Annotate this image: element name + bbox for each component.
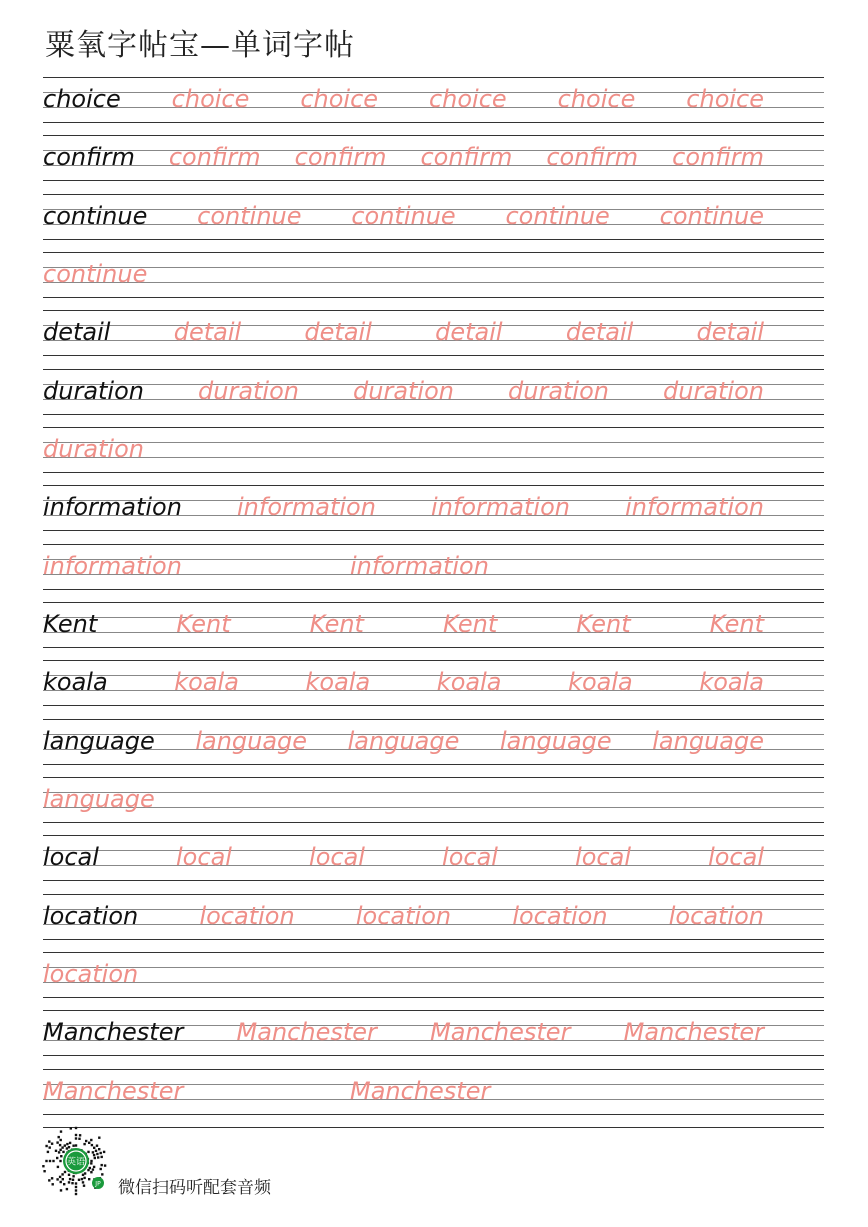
practice-row bbox=[43, 194, 824, 252]
word-line bbox=[43, 837, 824, 877]
trace-word: information bbox=[237, 493, 376, 522]
practice-row bbox=[43, 77, 824, 135]
guide-line bbox=[43, 544, 824, 545]
trace-word: location bbox=[355, 901, 452, 930]
trace-word: detail bbox=[565, 318, 634, 347]
trace-word: information bbox=[350, 551, 489, 580]
trace-word: continue bbox=[43, 259, 148, 288]
trace-word: language bbox=[43, 784, 155, 813]
trace-word: Manchester bbox=[623, 1018, 764, 1047]
trace-word: local bbox=[442, 843, 498, 872]
word-line bbox=[43, 371, 824, 411]
model-word: language bbox=[43, 726, 155, 755]
guide-line bbox=[43, 1010, 824, 1011]
trace-word: confirm bbox=[420, 143, 513, 172]
word-line bbox=[43, 1012, 824, 1052]
trace-word: local bbox=[575, 843, 631, 872]
guide-line bbox=[43, 1069, 824, 1070]
practice-row bbox=[43, 369, 824, 427]
trace-word: local bbox=[309, 843, 365, 872]
practice-row bbox=[43, 602, 824, 660]
trace-word: detail bbox=[435, 318, 503, 347]
guide-line bbox=[43, 122, 824, 123]
word-line bbox=[43, 721, 824, 761]
guide-line bbox=[43, 369, 824, 370]
model-word: detail bbox=[43, 318, 111, 347]
practice-row bbox=[43, 485, 824, 543]
qr-code-graphic bbox=[40, 1125, 112, 1197]
word-line bbox=[43, 604, 824, 644]
trace-word: Manchester bbox=[43, 1076, 184, 1105]
trace-word: confirm bbox=[672, 143, 764, 172]
guide-line bbox=[43, 589, 824, 590]
model-word: choice bbox=[43, 85, 121, 113]
practice-row bbox=[43, 835, 824, 893]
qr-code-icon[interactable] bbox=[40, 1125, 112, 1197]
trace-word: language bbox=[347, 726, 460, 755]
trace-word: local bbox=[708, 843, 764, 872]
practice-row bbox=[43, 252, 824, 310]
trace-word: duration bbox=[663, 376, 764, 405]
guide-line bbox=[43, 602, 824, 603]
trace-word: information bbox=[43, 551, 182, 580]
guide-line bbox=[43, 894, 824, 895]
practice-row bbox=[43, 660, 824, 718]
trace-word: Manchester bbox=[430, 1018, 571, 1047]
trace-word: Manchester bbox=[350, 1076, 491, 1105]
model-word: confirm bbox=[43, 143, 135, 172]
trace-word: confirm bbox=[294, 143, 387, 172]
model-word: information bbox=[43, 493, 182, 522]
practice-row bbox=[43, 894, 824, 952]
trace-word: duration bbox=[353, 376, 454, 405]
model-word: duration bbox=[43, 376, 144, 405]
trace-word: Kent bbox=[709, 609, 764, 638]
word-line bbox=[43, 312, 824, 352]
page-title: 粟氧字帖宝—单词字帖 bbox=[45, 28, 355, 63]
guide-line bbox=[43, 660, 824, 661]
trace-word: continue bbox=[505, 201, 610, 230]
guide-line bbox=[43, 777, 824, 778]
guide-line bbox=[43, 822, 824, 823]
word-line bbox=[43, 779, 824, 819]
trace-word: confirm bbox=[546, 143, 639, 172]
guide-line bbox=[43, 997, 824, 998]
guide-line bbox=[43, 1114, 824, 1115]
trace-word: koala bbox=[305, 668, 371, 697]
guide-line bbox=[43, 647, 824, 648]
guide-line bbox=[43, 427, 824, 428]
trace-word: language bbox=[499, 726, 612, 755]
practice-row bbox=[43, 544, 824, 602]
guide-line bbox=[43, 472, 824, 473]
guide-line bbox=[43, 1055, 824, 1056]
model-word: Kent bbox=[43, 609, 98, 638]
trace-word: detail bbox=[173, 318, 242, 347]
guide-line bbox=[43, 135, 824, 136]
trace-word: Kent bbox=[176, 609, 231, 638]
trace-word: koala bbox=[174, 668, 239, 697]
trace-word: local bbox=[176, 843, 232, 872]
guide-line bbox=[43, 297, 824, 298]
trace-word: Kent bbox=[576, 609, 631, 638]
model-word: continue bbox=[43, 201, 148, 230]
model-word: Manchester bbox=[43, 1018, 184, 1047]
trace-word: information bbox=[431, 493, 570, 522]
trace-word: continue bbox=[197, 201, 302, 230]
guide-line bbox=[43, 705, 824, 706]
word-line bbox=[43, 196, 824, 236]
guide-line bbox=[43, 77, 824, 78]
guide-line bbox=[43, 252, 824, 253]
trace-word: location bbox=[668, 901, 764, 930]
trace-word: choice bbox=[428, 85, 507, 113]
trace-word: information bbox=[625, 493, 764, 522]
guide-line bbox=[43, 239, 824, 240]
practice-row bbox=[43, 719, 824, 777]
guide-line bbox=[43, 485, 824, 486]
footer-caption: 微信扫码听配套音频 bbox=[118, 1178, 271, 1198]
practice-row bbox=[43, 427, 824, 485]
model-word: local bbox=[43, 843, 99, 872]
trace-word: choice bbox=[300, 85, 379, 113]
word-line bbox=[43, 954, 824, 994]
trace-word: duration bbox=[198, 376, 299, 405]
guide-line bbox=[43, 764, 824, 765]
guide-line bbox=[43, 310, 824, 311]
practice-grid bbox=[43, 77, 824, 1127]
guide-line bbox=[43, 180, 824, 181]
trace-word: continue bbox=[659, 201, 764, 230]
guide-line bbox=[43, 194, 824, 195]
trace-word: location bbox=[199, 901, 295, 930]
model-word: koala bbox=[43, 668, 108, 697]
word-line bbox=[43, 79, 824, 119]
qr-badge-label: 英语 bbox=[66, 1157, 86, 1168]
footer bbox=[40, 1125, 440, 1200]
practice-row bbox=[43, 135, 824, 193]
trace-word: language bbox=[195, 726, 308, 755]
guide-line bbox=[43, 939, 824, 940]
trace-word: koala bbox=[436, 668, 502, 697]
word-line bbox=[43, 137, 824, 177]
guide-line bbox=[43, 835, 824, 836]
word-line bbox=[43, 1071, 824, 1111]
trace-word: choice bbox=[557, 85, 636, 113]
trace-word: location bbox=[43, 959, 139, 988]
trace-word: koala bbox=[699, 668, 764, 697]
trace-word: continue bbox=[351, 201, 456, 230]
trace-word: location bbox=[512, 901, 608, 930]
practice-row bbox=[43, 1069, 824, 1127]
word-line bbox=[43, 429, 824, 469]
trace-word: confirm bbox=[168, 143, 261, 172]
word-line bbox=[43, 487, 824, 527]
guide-line bbox=[43, 414, 824, 415]
practice-row bbox=[43, 777, 824, 835]
guide-line bbox=[43, 719, 824, 720]
word-line bbox=[43, 896, 824, 936]
trace-word: Manchester bbox=[236, 1018, 377, 1047]
guide-line bbox=[43, 530, 824, 531]
guide-line bbox=[43, 355, 824, 356]
practice-row bbox=[43, 1010, 824, 1068]
model-word: location bbox=[43, 901, 139, 930]
trace-word: choice bbox=[686, 85, 764, 113]
trace-word: duration bbox=[508, 376, 609, 405]
trace-word: Kent bbox=[443, 609, 498, 638]
word-line bbox=[43, 662, 824, 702]
trace-word: detail bbox=[304, 318, 372, 347]
trace-word: Kent bbox=[309, 609, 364, 638]
word-line bbox=[43, 254, 824, 294]
guide-line bbox=[43, 880, 824, 881]
word-line bbox=[43, 546, 824, 586]
practice-row bbox=[43, 310, 824, 368]
trace-word: detail bbox=[696, 318, 764, 347]
qr-corner-label: JP bbox=[95, 1180, 101, 1188]
trace-word: language bbox=[652, 726, 764, 755]
guide-line bbox=[43, 952, 824, 953]
trace-word: choice bbox=[171, 85, 250, 113]
trace-word: koala bbox=[568, 668, 633, 697]
practice-row bbox=[43, 952, 824, 1010]
trace-word: duration bbox=[43, 434, 144, 463]
